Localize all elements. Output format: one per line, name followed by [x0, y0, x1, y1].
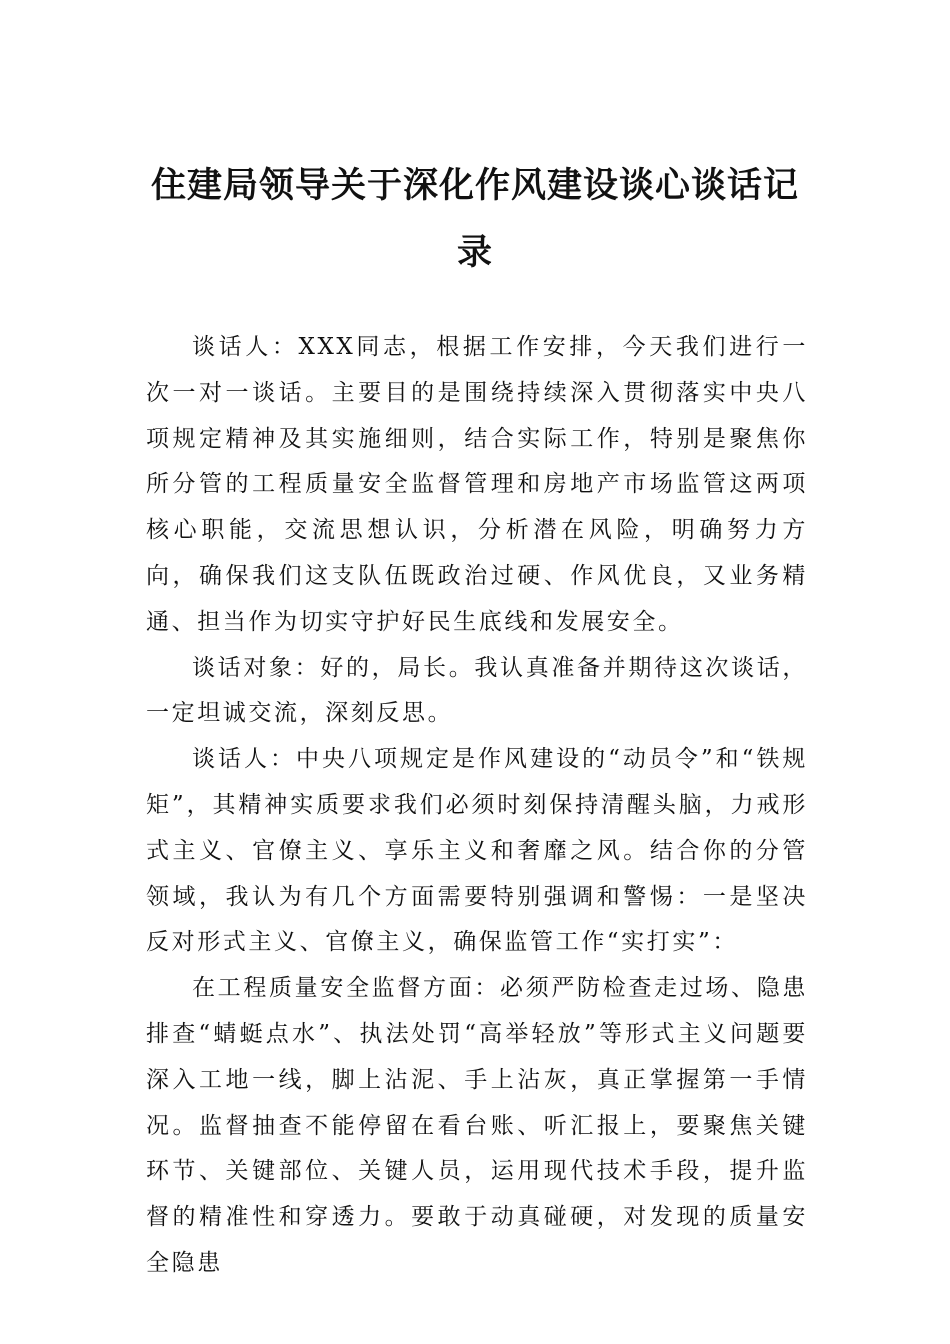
paragraph: 谈话人：中央八项规定是作风建设的“动员令”和“铁规矩”，其精神实质要求我们必须时刻保持清醒头脑，力戒形式主义、官僚主义、享乐主义和奢靡之风。结合你的分管领域，我认为有几个方面需要特别强调和警惕：一是坚决反对形式主义、官僚主义，确保监管工作“实打实”： — [146, 746, 808, 956]
paragraph: 谈话对象：好的，局长。我认真准备并期待这次谈话，一定坦诚交流，深刻反思。 — [146, 654, 808, 727]
document-title: 住建局领导关于深化作风建设谈心谈话记录 — [150, 165, 799, 273]
paragraph: 谈话人：XXX同志，根据工作安排，今天我们进行一次一对一谈话。主要目的是围绕持续深入贯彻落实中央八项规定精神及其实施细则，结合实际工作，特别是聚焦你所分管的工程质量安全监督管理和房地产市场监管这两项核心职能，交流思想认识，分析潜在风险，明确努力方向，确保我们这支队伍既政治过硬、作风优良，又业务精通、担当作为切实守护好民生底线和发展安全。 — [146, 334, 808, 635]
document-body — [146, 325, 808, 1287]
paragraph: 在工程质量安全监督方面：必须严防检查走过场、隐患排查“蜻蜓点水”、执法处罚“高举轻放”等形式主义问题要深入工地一线，脚上沾泥、手上沾灰，真正掌握第一手情况。监督抽查不能停留在看台账、听汇报上，要聚焦关键环节、关键部位、关键人员，运用现代技术手段，提升监督的精准性和穿透力。要敢于动真碰硬，对发现的质量安全隐患 — [146, 975, 808, 1276]
